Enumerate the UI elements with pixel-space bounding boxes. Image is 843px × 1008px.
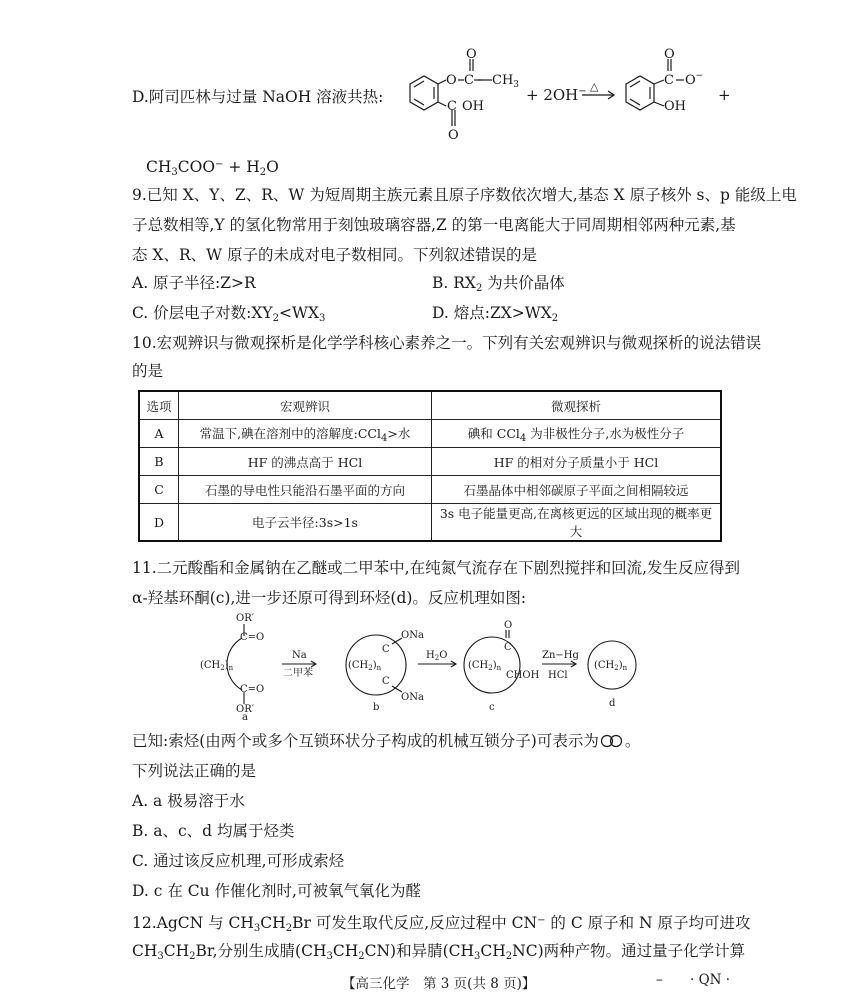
header-option: 选项 [139,391,179,420]
reagent-hcl: HCl [548,670,568,681]
q9-option-b: B. $RX_2$ 为共价晶体 [432,274,565,294]
table-header-row [139,391,721,420]
row-macro: 电子云半径:3s>1s [179,504,432,542]
label-c: c [489,702,495,713]
b-c-bottom: C [382,676,390,687]
c-o: O [504,620,513,631]
footer-dash: – [656,972,663,988]
row-micro: 3s 电子能量更高,在离核更远的区域出现的概率更大 [432,504,722,542]
table-row [139,504,721,542]
q10-stem-line1: 10.宏观辨识与微观探析是化学学科核心素养之一。下列有关宏观辨识与微观探析的说法错误 [132,334,762,352]
product-o-minus: O− [685,71,704,88]
reactant-benzene-ring [410,59,492,126]
q9-stem-line3: 态 X、R、W 原子的未成对电子数相同。下列叙述错误的是 [132,246,537,264]
row-micro: 碘和 CCl$_4$ 为非极性分子,水为极性分子 [432,420,722,448]
reagent-xylene: 二甲苯 [283,668,313,679]
footer-code: · QN · [690,972,731,988]
q9-option-a: A. 原子半径:Z>R [132,274,256,292]
reactant-o-ester: O [446,73,457,88]
row-macro: 石墨的导电性只能沿石墨平面的方向 [179,476,432,504]
q11-known: 已知:索烃(由两个或多个互锁环状分子构成的机械互锁分子)可表示为 。 [132,732,641,750]
heat-triangle: △ [590,80,599,93]
table-row [139,448,721,476]
q12-stem-line1: 12.AgCN 与 $CH_3CH_2Br$ 可发生取代反应,反应过程中 CN− 的 C 原子和 N 原子均可进攻 [132,914,751,934]
reactant-c1: C [464,73,474,88]
c-c: C [504,642,512,653]
reactant-c2: C [447,99,457,114]
b-ch2n: $(CH_2)_n$ [348,660,382,672]
q8d-label: D.阿司匹林与过量 NaOH 溶液共热: [132,88,384,106]
row-option: C [139,476,179,504]
q12-stem-line2: $CH_3CH_2Br$,分别生成腈$(CH_3CH_2CN)$和异腈$(CH_3CH_2NC)$两种产物。通过量子化学计算 [132,942,746,962]
reagent-na: Na [292,650,307,661]
reagent-h2o: $H_2O$ [426,650,448,662]
q9-stem-line2: 子总数相等,Y 的氢化物常用于刻蚀玻璃容器,Z 的第一电离能大于同周期相邻两种元素,基 [132,216,736,234]
b-ona-bottom: ONa [401,692,424,703]
b-c-top: C [382,644,390,655]
reagent-zn-hg: Zn−Hg [542,650,579,661]
label-a: a [242,712,248,722]
a-c-eq-o-bottom: C=O [240,684,265,695]
a-ch2n: $(CH_2)_n$ [200,660,234,672]
q11-stem-line1: 11.二元酸酯和金属钠在乙醚或二甲苯中,在纯氮气流存在下剧烈搅拌和回流,发生反应得到 [132,559,741,577]
row-micro: 石墨晶体中相邻碳原子平面之间相隔较远 [432,476,722,504]
product-o-top: O [664,47,675,62]
q9-stem-line1: 9.已知 X、Y、Z、R、W 为短周期主族元素且原子序数依次增大,基态 X 原子核外 s、p 能级上电 [132,186,797,204]
q8d-continuation: $CH_3COO^- + H_2O$ [146,158,279,178]
q9-option-c: C. 价层电子对数$:XY_2<WX_3$ [132,304,326,324]
label-d: d [609,698,616,709]
c-choh: CHOH [506,670,540,681]
row-macro: 常温下,碘在溶剂中的溶解度:CCl$_4$>水 [179,420,432,448]
product-oh: OH [664,99,686,114]
q9-option-d: D. 熔点$:ZX>WX_2$ [432,304,559,324]
reactant-oh: OH [462,99,484,114]
q10-table [138,390,722,542]
reactant-ch3: $CH_3$ [492,73,520,90]
q11-option-d: D. c 在 Cu 作催化剂时,可被氧气氧化为醛 [132,882,421,900]
row-option: D [139,504,179,542]
q11-option-c: C. 通过该反应机理,可形成索烃 [132,852,345,870]
label-b: b [373,702,380,713]
catenane-icon [599,734,625,748]
d-ch2n: $(CH_2)_n$ [594,660,628,672]
q11-option-a: A. a 极易溶于水 [132,792,245,810]
plus-end: + [718,86,731,104]
header-micro: 微观探析 [432,391,722,420]
q11-option-b: B. a、c、d 均属于烃类 [132,822,295,840]
q10-stem-line2: 的是 [132,362,164,380]
q11-stem: 下列说法正确的是 [132,762,257,780]
reactant-o-bottom: O [448,128,459,143]
row-macro: HF 的沸点高于 HCl [179,448,432,476]
table-row [139,476,721,504]
product-c: C [664,73,674,88]
row-micro: HF 的相对分子质量小于 HCl [432,448,722,476]
row-option: B [139,448,179,476]
c-ch2n: $(CH_2)_n$ [468,660,502,672]
row-option: A [139,420,179,448]
header-macro: 宏观辨识 [179,391,432,420]
page-footer: 【高三化学 第 3 页(共 8 页)】 [342,976,536,992]
reactant-o-top: O [466,47,477,62]
aspirin-equation [392,46,732,146]
q11-reaction-scheme [196,610,656,722]
table-row [139,420,721,448]
plus-2oh: + 2OH− [526,86,587,104]
a-or-top: OR′ [236,613,254,624]
a-c-eq-o-top: C=O [240,632,265,643]
q11-stem-line2: α-羟基环酮(c),进一步还原可得到环烃(d)。反应机理如图: [132,589,527,607]
a-or-bottom: OR′ [236,704,254,715]
b-ona-top: ONa [401,630,424,641]
